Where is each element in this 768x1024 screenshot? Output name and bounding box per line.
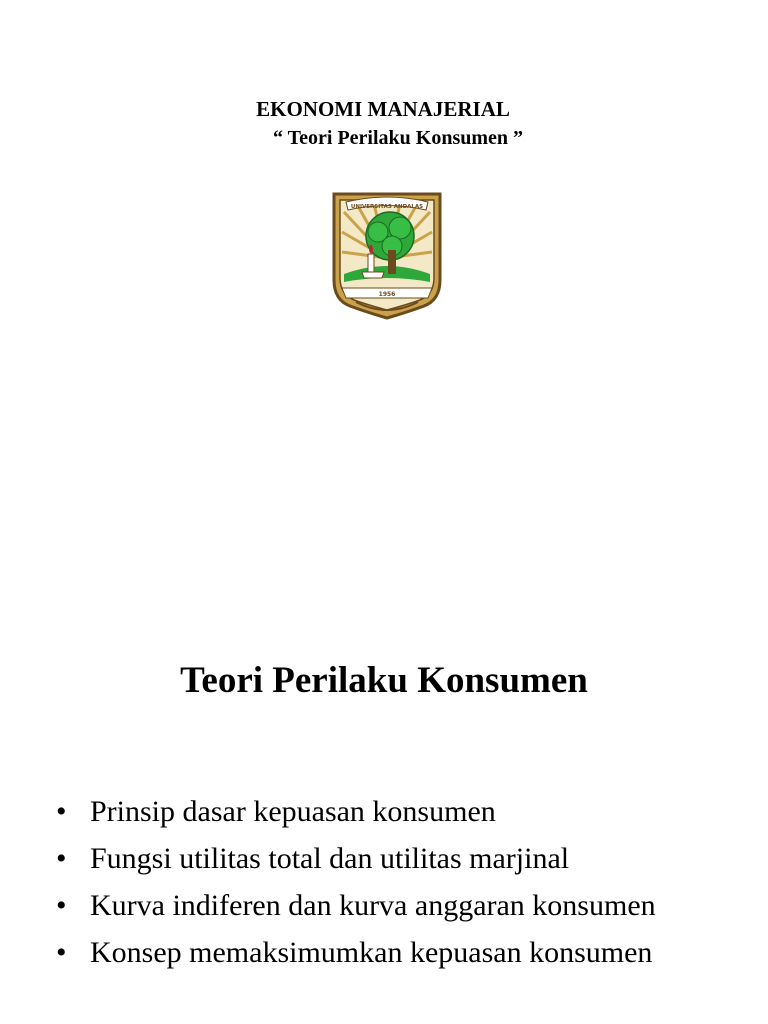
universitas-andalas-emblem-icon — [328, 188, 446, 320]
list-item — [56, 929, 656, 976]
course-subtitle: “ Teori Perilaku Konsumen ” — [272, 127, 524, 149]
bullet-icon: • — [56, 889, 67, 922]
list-item-text: Konsep memaksimumkan kepuasan konsumen — [90, 936, 653, 969]
list-item-text: Fungsi utilitas total dan utilitas marjinal — [90, 842, 570, 875]
bullet-icon: • — [56, 936, 67, 969]
list-item — [56, 835, 656, 882]
bullet-icon: • — [56, 795, 67, 828]
list-item-text: Prinsip dasar kepuasan konsumen — [90, 795, 496, 828]
slide-2-title: Teori Perilaku Konsumen — [180, 660, 588, 701]
logo-top-text: UNIVERSITAS ANDALAS — [350, 204, 424, 210]
list-item — [56, 882, 656, 929]
bullet-icon: • — [56, 842, 67, 875]
logo-banner-text: 1956 — [378, 291, 396, 298]
topic-list — [56, 788, 656, 976]
list-item-text: Kurva indiferen dan kurva anggaran konsumen — [90, 889, 656, 922]
list-item — [56, 788, 656, 835]
course-title: EKONOMI MANAJERIAL — [256, 97, 510, 121]
